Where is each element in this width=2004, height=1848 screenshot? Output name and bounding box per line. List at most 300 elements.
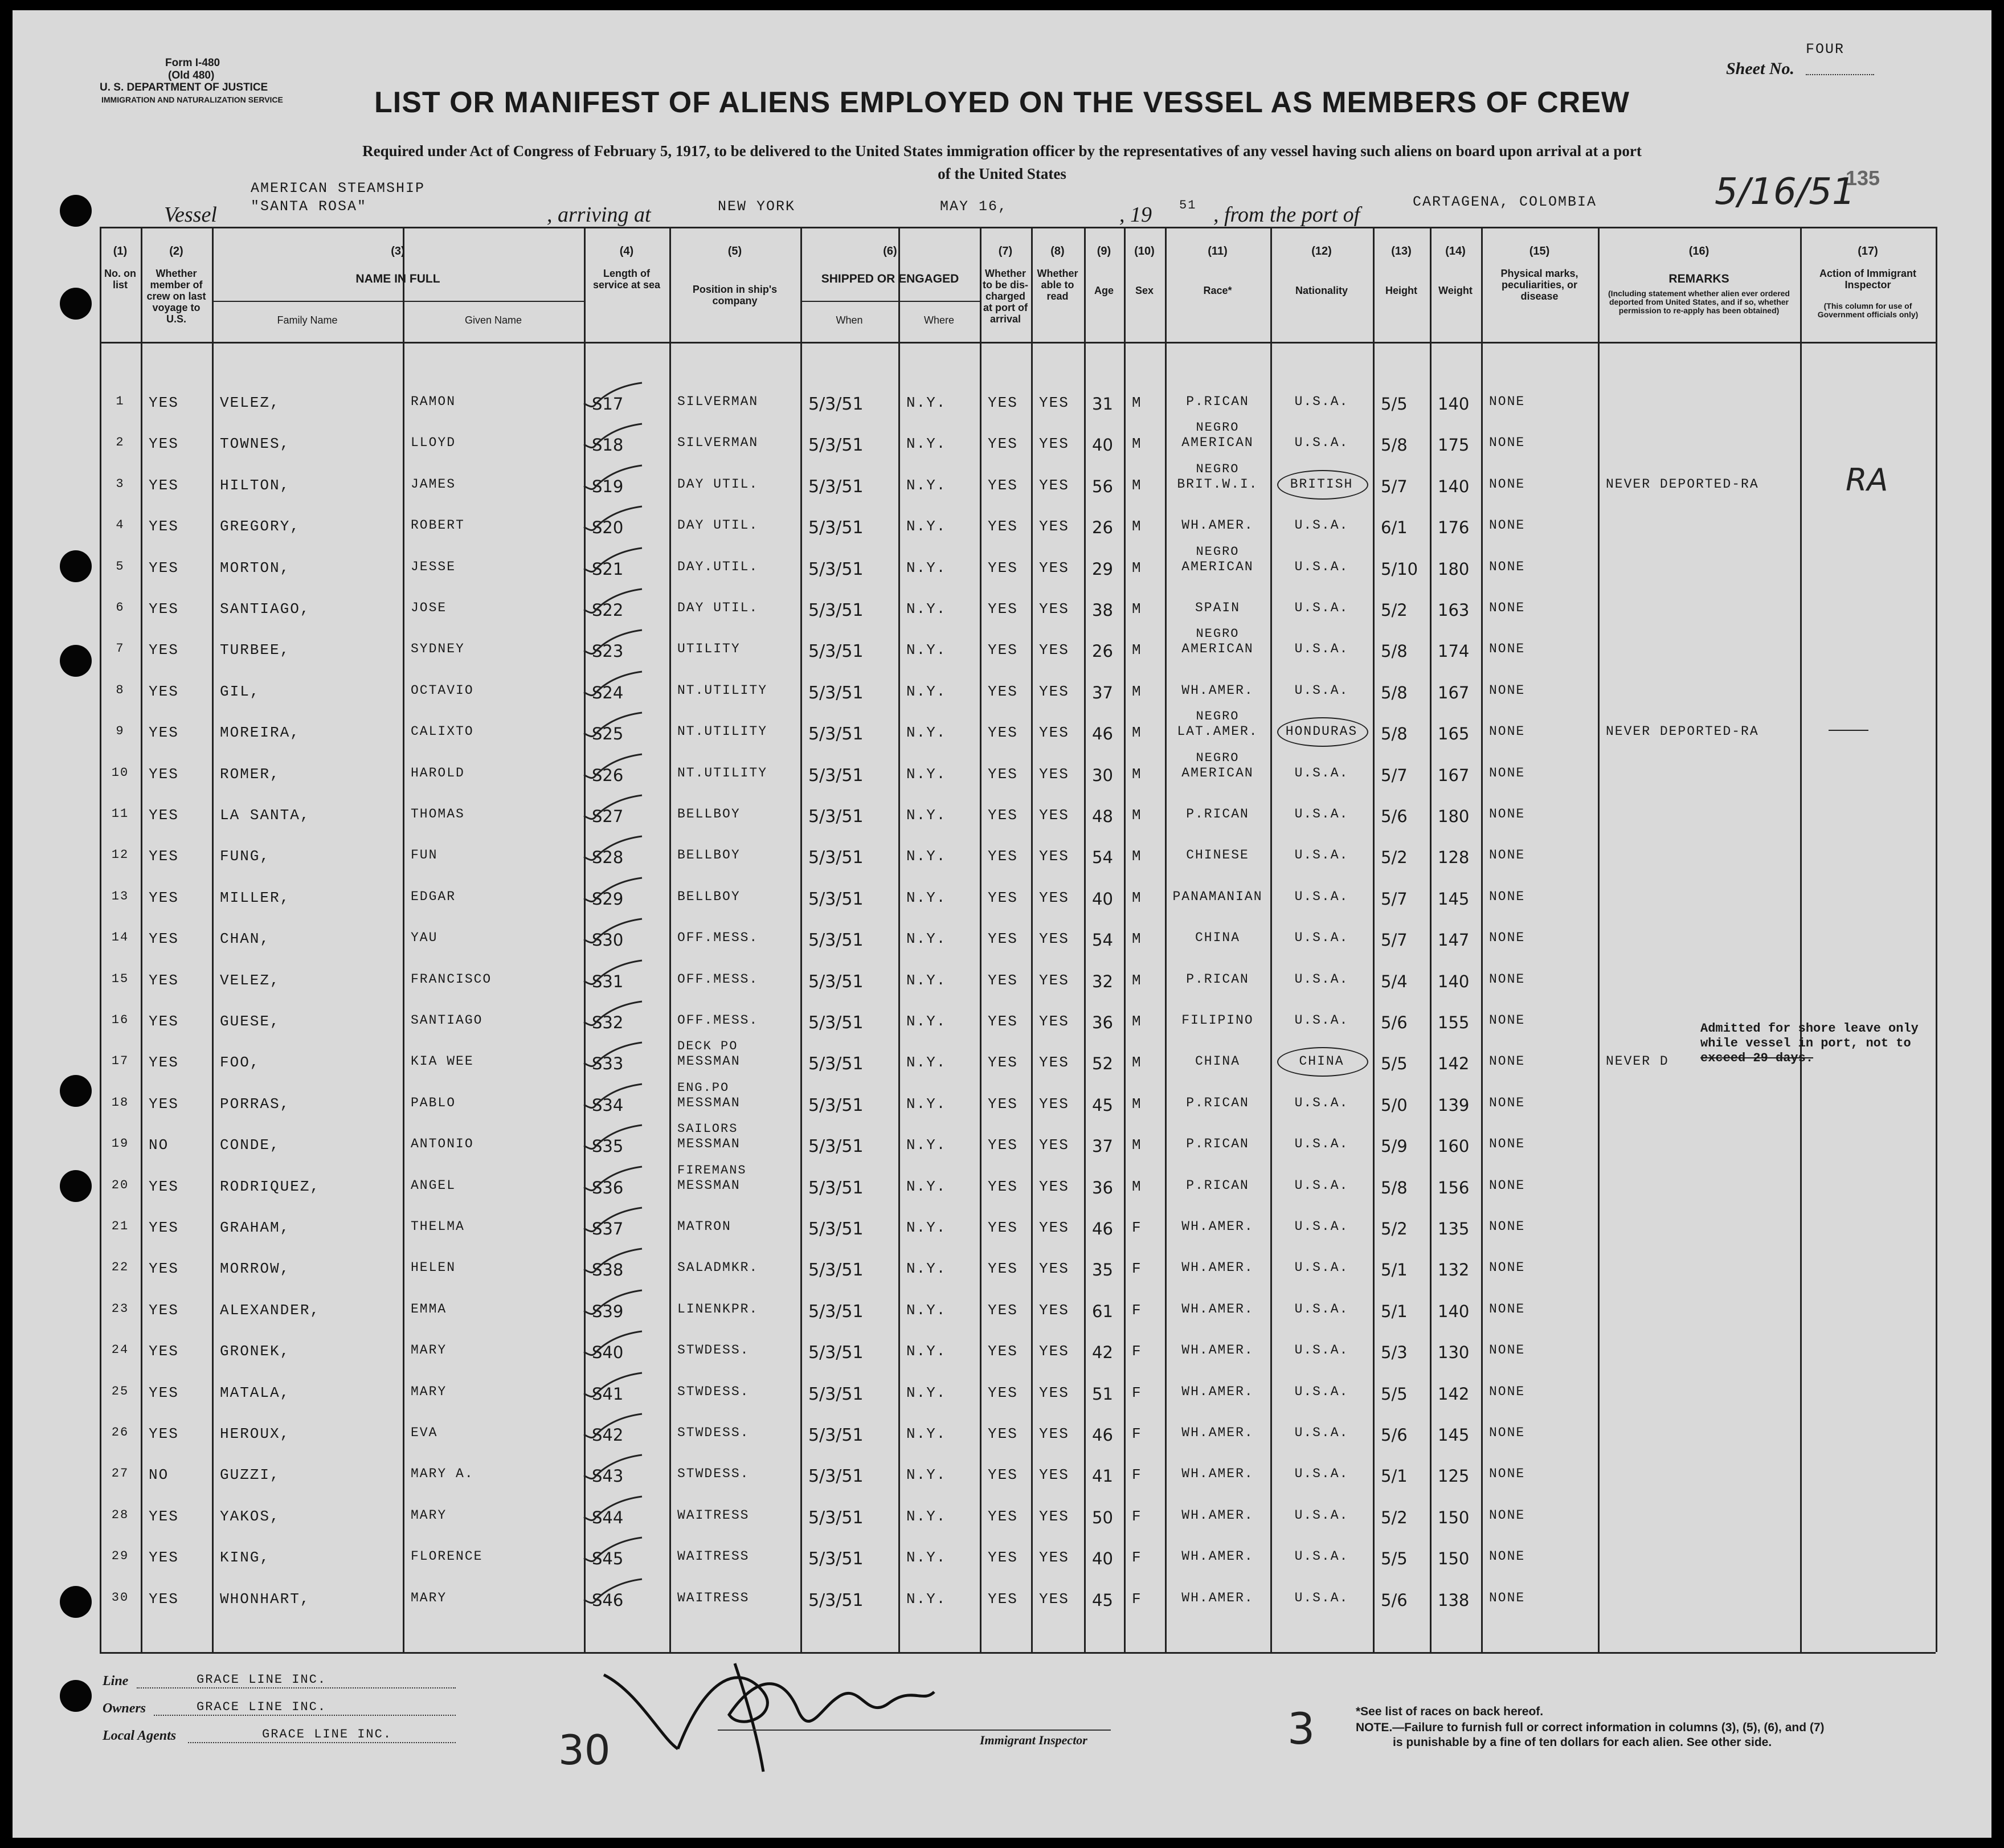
age: 45 xyxy=(1092,1095,1113,1115)
race: CHINA xyxy=(1195,1054,1240,1069)
weight: 175 xyxy=(1438,435,1470,455)
previous-voyage: YES xyxy=(149,1384,179,1401)
column-number: (15) xyxy=(1529,245,1550,257)
service-length: S33 xyxy=(592,1054,624,1074)
row-number: 5 xyxy=(116,559,125,574)
family-name: GUESE, xyxy=(220,1013,280,1030)
penalty-note-2: is punishable by a fine of ten dollars for each alien. See other side. xyxy=(1393,1736,1772,1749)
column-header: Nationality xyxy=(1295,285,1348,296)
sex: M xyxy=(1132,848,1142,865)
physical-marks: NONE xyxy=(1489,1219,1526,1234)
previous-voyage: YES xyxy=(149,1507,179,1525)
column-rule xyxy=(1165,227,1167,1652)
given-name: EVA xyxy=(411,1425,438,1440)
row-number: 9 xyxy=(116,724,125,739)
nationality: U.S.A. xyxy=(1294,1095,1349,1110)
nationality: U.S.A. xyxy=(1294,765,1349,780)
weight: 138 xyxy=(1438,1590,1470,1610)
given-name: FLORENCE xyxy=(411,1549,483,1564)
given-name: LLOYD xyxy=(411,435,456,451)
able-to-read: YES xyxy=(1039,1219,1069,1236)
column-header: Weight xyxy=(1438,285,1473,296)
discharged: YES xyxy=(988,476,1018,494)
height: 5/8 xyxy=(1381,682,1408,702)
previous-voyage: YES xyxy=(149,1590,179,1608)
race: P.RICAN xyxy=(1186,1136,1249,1152)
physical-marks: NONE xyxy=(1489,1590,1526,1605)
discharged: YES xyxy=(988,889,1018,906)
discharged: YES xyxy=(988,394,1018,411)
able-to-read: YES xyxy=(1039,1013,1069,1030)
shipped-place: N.Y. xyxy=(906,1343,947,1360)
remarks: NEVER D xyxy=(1606,1054,1669,1069)
age: 38 xyxy=(1092,600,1113,620)
row-number: 20 xyxy=(111,1178,129,1192)
race-qualifier: NEGRO xyxy=(1196,544,1240,559)
family-name: HILTON, xyxy=(220,476,291,494)
position: NT.UTILITY xyxy=(677,724,768,739)
previous-voyage: YES xyxy=(149,971,179,989)
given-name: JESSE xyxy=(411,559,456,574)
punch-hole xyxy=(60,195,92,227)
service-length: S37 xyxy=(592,1219,624,1238)
position: STWDESS. xyxy=(677,1466,750,1482)
column-header-when: When xyxy=(836,314,863,326)
able-to-read: YES xyxy=(1039,1178,1069,1195)
able-to-read: YES xyxy=(1039,394,1069,411)
row-number: 8 xyxy=(116,682,125,697)
shipped-place: N.Y. xyxy=(906,1054,947,1072)
column-number: (16) xyxy=(1688,245,1709,257)
given-name: KIA WEE xyxy=(411,1054,474,1069)
column-number: (7) xyxy=(998,245,1013,257)
sheet-number: FOUR xyxy=(1806,41,1845,58)
column-rule xyxy=(1936,227,1937,1652)
column-header: Length of service at sea xyxy=(592,268,661,291)
race-qualifier: NEGRO xyxy=(1196,461,1240,476)
column-rule xyxy=(1430,227,1432,1652)
previous-voyage: YES xyxy=(149,848,179,865)
age: 45 xyxy=(1092,1590,1113,1610)
shipped-date: 5/3/51 xyxy=(808,1549,864,1569)
form-number: Form I-480 xyxy=(165,57,220,69)
able-to-read: YES xyxy=(1039,600,1069,618)
punch-hole xyxy=(60,1075,92,1107)
position: STWDESS. xyxy=(677,1384,750,1399)
shipped-place: N.Y. xyxy=(906,1219,947,1236)
age: 52 xyxy=(1092,1054,1113,1074)
nationality: CHINA xyxy=(1299,1054,1344,1069)
able-to-read: YES xyxy=(1039,1095,1069,1113)
action-instructions: (This column for use of Government officials only) xyxy=(1817,301,1919,319)
nationality: U.S.A. xyxy=(1294,1301,1349,1317)
shipped-place: N.Y. xyxy=(906,1013,947,1030)
nationality: U.S.A. xyxy=(1294,848,1349,863)
stamp-number: 135 xyxy=(1846,166,1880,190)
height: 5/5 xyxy=(1381,394,1408,414)
shipped-date: 5/3/51 xyxy=(808,1466,864,1487)
physical-marks: NONE xyxy=(1489,435,1526,451)
race: SPAIN xyxy=(1195,600,1240,615)
physical-marks: NONE xyxy=(1489,1425,1526,1440)
shipped-place: N.Y. xyxy=(906,1260,947,1278)
family-name: ALEXANDER, xyxy=(220,1301,321,1319)
row-number: 26 xyxy=(111,1425,129,1440)
sex: F xyxy=(1132,1384,1142,1401)
position: SALADMKR. xyxy=(677,1260,759,1275)
check-mark xyxy=(578,793,647,827)
position: STWDESS. xyxy=(677,1343,750,1358)
given-name: HAROLD xyxy=(411,765,465,780)
able-to-read: YES xyxy=(1039,559,1069,577)
shipped-date: 5/3/51 xyxy=(808,1425,864,1445)
position: BELLBOY xyxy=(677,889,741,904)
nationality: U.S.A. xyxy=(1294,1219,1349,1234)
position: WAITRESS xyxy=(677,1549,750,1564)
row-number: 27 xyxy=(111,1466,129,1481)
previous-voyage: YES xyxy=(149,765,179,783)
agents-label: Local Agents xyxy=(103,1728,177,1743)
shipped-date: 5/3/51 xyxy=(808,1054,864,1074)
race: WH.AMER. xyxy=(1181,518,1254,533)
column-number: (8) xyxy=(1050,245,1065,257)
age: 54 xyxy=(1092,930,1113,950)
age: 26 xyxy=(1092,518,1113,538)
weight: 147 xyxy=(1438,930,1470,950)
check-mark xyxy=(578,1535,647,1569)
family-name: PORRAS, xyxy=(220,1095,291,1113)
age: 40 xyxy=(1092,889,1113,909)
previous-voyage: YES xyxy=(149,1219,179,1236)
age: 37 xyxy=(1092,1136,1113,1156)
nationality: U.S.A. xyxy=(1294,559,1349,574)
column-rule xyxy=(403,227,404,1652)
family-name: GRAHAM, xyxy=(220,1219,291,1236)
nationality: U.S.A. xyxy=(1294,1466,1349,1482)
sex: F xyxy=(1132,1507,1142,1525)
remarks: NEVER DEPORTED-RA xyxy=(1606,724,1759,739)
given-name: JOSE xyxy=(411,600,447,615)
nationality: U.S.A. xyxy=(1294,1590,1349,1605)
given-name: FRANCISCO xyxy=(411,971,492,987)
sex: M xyxy=(1132,1054,1142,1072)
check-mark xyxy=(578,669,647,704)
discharged: YES xyxy=(988,1178,1018,1195)
height: 5/5 xyxy=(1381,1549,1408,1569)
sex: F xyxy=(1132,1590,1142,1608)
sex: M xyxy=(1132,724,1142,742)
nationality-circle xyxy=(1277,470,1368,500)
shipped-place: N.Y. xyxy=(906,1301,947,1319)
family-name: GUZZI, xyxy=(220,1466,280,1484)
departure-port: CARTAGENA, COLOMBIA xyxy=(1413,194,1597,210)
shipped-date: 5/3/51 xyxy=(808,476,864,497)
family-name: GRONEK, xyxy=(220,1343,291,1360)
shipped-place: N.Y. xyxy=(906,807,947,824)
discharged: YES xyxy=(988,724,1018,742)
given-name: MARY xyxy=(411,1384,447,1399)
race: P.RICAN xyxy=(1186,1095,1249,1110)
previous-voyage: YES xyxy=(149,889,179,906)
weight: 165 xyxy=(1438,724,1470,744)
shipped-date: 5/3/51 xyxy=(808,559,864,579)
height: 6/1 xyxy=(1381,518,1408,538)
shipped-date: 5/3/51 xyxy=(808,1260,864,1281)
position: SILVERMAN xyxy=(677,435,759,451)
check-mark xyxy=(578,917,647,951)
shipped-place: N.Y. xyxy=(906,1384,947,1401)
position: BELLBOY xyxy=(677,807,741,821)
race: PANAMANIAN xyxy=(1172,889,1263,904)
height: 5/6 xyxy=(1381,1425,1408,1445)
column-number: (17) xyxy=(1858,245,1878,257)
able-to-read: YES xyxy=(1039,1136,1069,1154)
weight: 150 xyxy=(1438,1549,1470,1569)
sex: M xyxy=(1132,476,1142,494)
check-mark xyxy=(578,1164,647,1199)
family-name: LA SANTA, xyxy=(220,807,310,824)
family-name: KING, xyxy=(220,1549,271,1567)
sex: F xyxy=(1132,1301,1142,1319)
previous-voyage: YES xyxy=(149,724,179,742)
service-length: S22 xyxy=(592,600,624,620)
shipped-place: N.Y. xyxy=(906,476,947,494)
age: 35 xyxy=(1092,1260,1113,1280)
shipped-date: 5/3/51 xyxy=(808,724,864,745)
height: 5/7 xyxy=(1381,930,1408,950)
able-to-read: YES xyxy=(1039,1549,1069,1567)
able-to-read: YES xyxy=(1039,476,1069,494)
service-length: S32 xyxy=(592,1013,624,1032)
age: 61 xyxy=(1092,1301,1113,1321)
owners-value: GRACE LINE INC. xyxy=(197,1700,327,1714)
family-name: WHONHART, xyxy=(220,1590,310,1608)
discharged: YES xyxy=(988,1549,1018,1567)
race-qualifier: NEGRO xyxy=(1196,420,1240,435)
shipped-place: N.Y. xyxy=(906,682,947,700)
form-old-number: (Old 480) xyxy=(168,69,215,81)
able-to-read: YES xyxy=(1039,1384,1069,1401)
position: WAITRESS xyxy=(677,1590,750,1605)
shipped-date: 5/3/51 xyxy=(808,1095,864,1115)
sex: F xyxy=(1132,1425,1142,1442)
discharged: YES xyxy=(988,1507,1018,1525)
height: 5/1 xyxy=(1381,1260,1408,1280)
previous-voyage: YES xyxy=(149,435,179,453)
weight: 140 xyxy=(1438,394,1470,414)
physical-marks: NONE xyxy=(1489,807,1526,821)
race: AMERICAN xyxy=(1181,765,1254,780)
shore-leave-stamp xyxy=(1700,1021,1919,1066)
page-title: LIST OR MANIFEST OF ALIENS EMPLOYED ON THE VESSEL AS MEMBERS OF CREW xyxy=(374,86,1630,119)
sex: F xyxy=(1132,1219,1142,1236)
weight: 140 xyxy=(1438,476,1470,496)
row-number: 16 xyxy=(111,1013,129,1027)
age: 51 xyxy=(1092,1384,1113,1404)
service-length: S21 xyxy=(592,559,624,579)
check-mark xyxy=(578,1123,647,1157)
given-name: JAMES xyxy=(411,476,456,492)
position: NT.UTILITY xyxy=(677,682,768,698)
service-length: S20 xyxy=(592,518,624,538)
remarks-instructions: (Including statement whether alien ever ordered deported from United States, and if so, whether permission to re-apply has been obtained) xyxy=(1608,289,1790,315)
nationality: U.S.A. xyxy=(1294,1260,1349,1275)
physical-marks: NONE xyxy=(1489,1384,1526,1399)
penalty-note-1: NOTE.—Failure to furnish full or correct information in columns (3), (5), (6), and (7) xyxy=(1356,1721,1825,1734)
handwritten-initials: 5/16/51 xyxy=(1715,171,1855,213)
family-name: MILLER, xyxy=(220,889,291,906)
previous-voyage: YES xyxy=(149,1343,179,1360)
row-number: 17 xyxy=(111,1054,129,1069)
age: 30 xyxy=(1092,765,1113,785)
able-to-read: YES xyxy=(1039,641,1069,659)
family-name: SANTIAGO, xyxy=(220,600,310,618)
physical-marks: NONE xyxy=(1489,1178,1526,1193)
able-to-read: YES xyxy=(1039,1343,1069,1360)
height: 5/8 xyxy=(1381,724,1408,744)
previous-voyage: YES xyxy=(149,1425,179,1442)
service-name: IMMIGRATION AND NATURALIZATION SERVICE xyxy=(101,95,283,104)
sex: M xyxy=(1132,682,1142,700)
previous-voyage: YES xyxy=(149,394,179,411)
row-number: 30 xyxy=(111,1590,129,1605)
column-number: (2) xyxy=(169,245,183,257)
service-length: S17 xyxy=(592,394,624,414)
shipped-place: N.Y. xyxy=(906,435,947,453)
race: WH.AMER. xyxy=(1181,1384,1254,1399)
column-rule xyxy=(1124,227,1126,1652)
row-number: 19 xyxy=(111,1136,129,1151)
physical-marks: NONE xyxy=(1489,1466,1526,1482)
column-number: (4) xyxy=(619,245,634,257)
column-header: Physical marks, peculiarities, or disease xyxy=(1500,268,1578,302)
column-header: Sex xyxy=(1135,285,1154,296)
nationality: U.S.A. xyxy=(1294,1507,1349,1523)
check-mark xyxy=(578,876,647,910)
vessel-name: "SANTA ROSA" xyxy=(251,198,367,215)
previous-voyage: YES xyxy=(149,930,179,948)
sex: M xyxy=(1132,1095,1142,1113)
service-length: S34 xyxy=(592,1095,624,1115)
able-to-read: YES xyxy=(1039,1054,1069,1072)
given-name: MARY xyxy=(411,1343,447,1358)
weight: 180 xyxy=(1438,559,1470,579)
weight: 139 xyxy=(1438,1095,1470,1115)
sex: F xyxy=(1132,1549,1142,1567)
service-length: S39 xyxy=(592,1301,624,1321)
shipped-place: N.Y. xyxy=(906,1136,947,1154)
shipped-date: 5/3/51 xyxy=(808,682,864,703)
weight: 167 xyxy=(1438,682,1470,702)
stamp-line: exceed 29 days. xyxy=(1700,1051,1814,1065)
weight: 145 xyxy=(1438,1425,1470,1445)
previous-voyage: YES xyxy=(149,1549,179,1567)
able-to-read: YES xyxy=(1039,1507,1069,1525)
shipped-date: 5/3/51 xyxy=(808,807,864,827)
stamp-line: while vessel in port, not to xyxy=(1700,1036,1911,1050)
age: 50 xyxy=(1092,1507,1113,1527)
service-length: S43 xyxy=(592,1466,624,1486)
column-rule xyxy=(1481,227,1483,1652)
row-number: 13 xyxy=(111,889,129,903)
family-name: TURBEE, xyxy=(220,641,291,659)
service-length: S29 xyxy=(592,889,624,909)
height: 5/0 xyxy=(1381,1095,1408,1115)
previous-voyage: YES xyxy=(149,641,179,659)
shipped-date: 5/3/51 xyxy=(808,1219,864,1239)
service-length: S18 xyxy=(592,435,624,455)
shipped-date: 5/3/51 xyxy=(808,600,864,620)
family-name: YAKOS, xyxy=(220,1507,280,1525)
sex: M xyxy=(1132,600,1142,618)
column-number: (14) xyxy=(1445,245,1466,257)
weight: 142 xyxy=(1438,1054,1470,1074)
row-number: 22 xyxy=(111,1260,129,1275)
shipped-place: N.Y. xyxy=(906,1507,947,1525)
check-mark xyxy=(578,1205,647,1240)
service-length: S27 xyxy=(592,807,624,826)
weight: 142 xyxy=(1438,1384,1470,1404)
nationality: U.S.A. xyxy=(1294,1425,1349,1440)
weight: 174 xyxy=(1438,641,1470,661)
position: DAY UTIL. xyxy=(677,518,759,533)
given-name: EDGAR xyxy=(411,889,456,904)
service-length: S23 xyxy=(592,641,624,661)
physical-marks: NONE xyxy=(1489,765,1526,780)
race: BRIT.W.I. xyxy=(1177,476,1258,492)
inspector-action-mark: RA xyxy=(1846,461,1888,498)
physical-marks: NONE xyxy=(1489,682,1526,698)
discharged: YES xyxy=(988,435,1018,453)
position-qualifier: ENG.PO xyxy=(677,1080,730,1095)
family-name: GREGORY, xyxy=(220,518,300,535)
column-header-where: Where xyxy=(923,314,954,326)
height: 5/3 xyxy=(1381,1343,1408,1363)
sex: M xyxy=(1132,1013,1142,1030)
race: AMERICAN xyxy=(1181,435,1254,451)
sex: M xyxy=(1132,1178,1142,1195)
given-name: ANGEL xyxy=(411,1178,456,1193)
able-to-read: YES xyxy=(1039,930,1069,948)
weight: 140 xyxy=(1438,971,1470,991)
weight: 156 xyxy=(1438,1178,1470,1197)
service-length: S35 xyxy=(592,1136,624,1156)
sheet-label: Sheet No. xyxy=(1726,59,1794,78)
given-name: CALIXTO xyxy=(411,724,474,739)
name-subheader-rule xyxy=(212,301,584,302)
stamp-line: Admitted for shore leave only xyxy=(1700,1021,1919,1036)
race: CHINA xyxy=(1195,930,1240,946)
weight: 167 xyxy=(1438,765,1470,785)
table-header-rule xyxy=(100,342,1936,344)
weight: 130 xyxy=(1438,1343,1470,1363)
age: 37 xyxy=(1092,682,1113,702)
inspector-signature xyxy=(592,1641,957,1777)
shipped-date: 5/3/51 xyxy=(808,930,864,951)
physical-marks: NONE xyxy=(1489,1095,1526,1110)
column-header: SHIPPED OR ENGAGED xyxy=(821,272,959,285)
able-to-read: YES xyxy=(1039,848,1069,865)
service-length: S31 xyxy=(592,971,624,991)
sex: M xyxy=(1132,930,1142,948)
nationality: U.S.A. xyxy=(1294,682,1349,698)
race: WH.AMER. xyxy=(1181,1507,1254,1523)
nationality-circle xyxy=(1277,717,1368,747)
previous-voyage: YES xyxy=(149,1260,179,1278)
column-number: (10) xyxy=(1134,245,1155,257)
sex: M xyxy=(1132,1136,1142,1154)
row-number: 24 xyxy=(111,1343,129,1358)
